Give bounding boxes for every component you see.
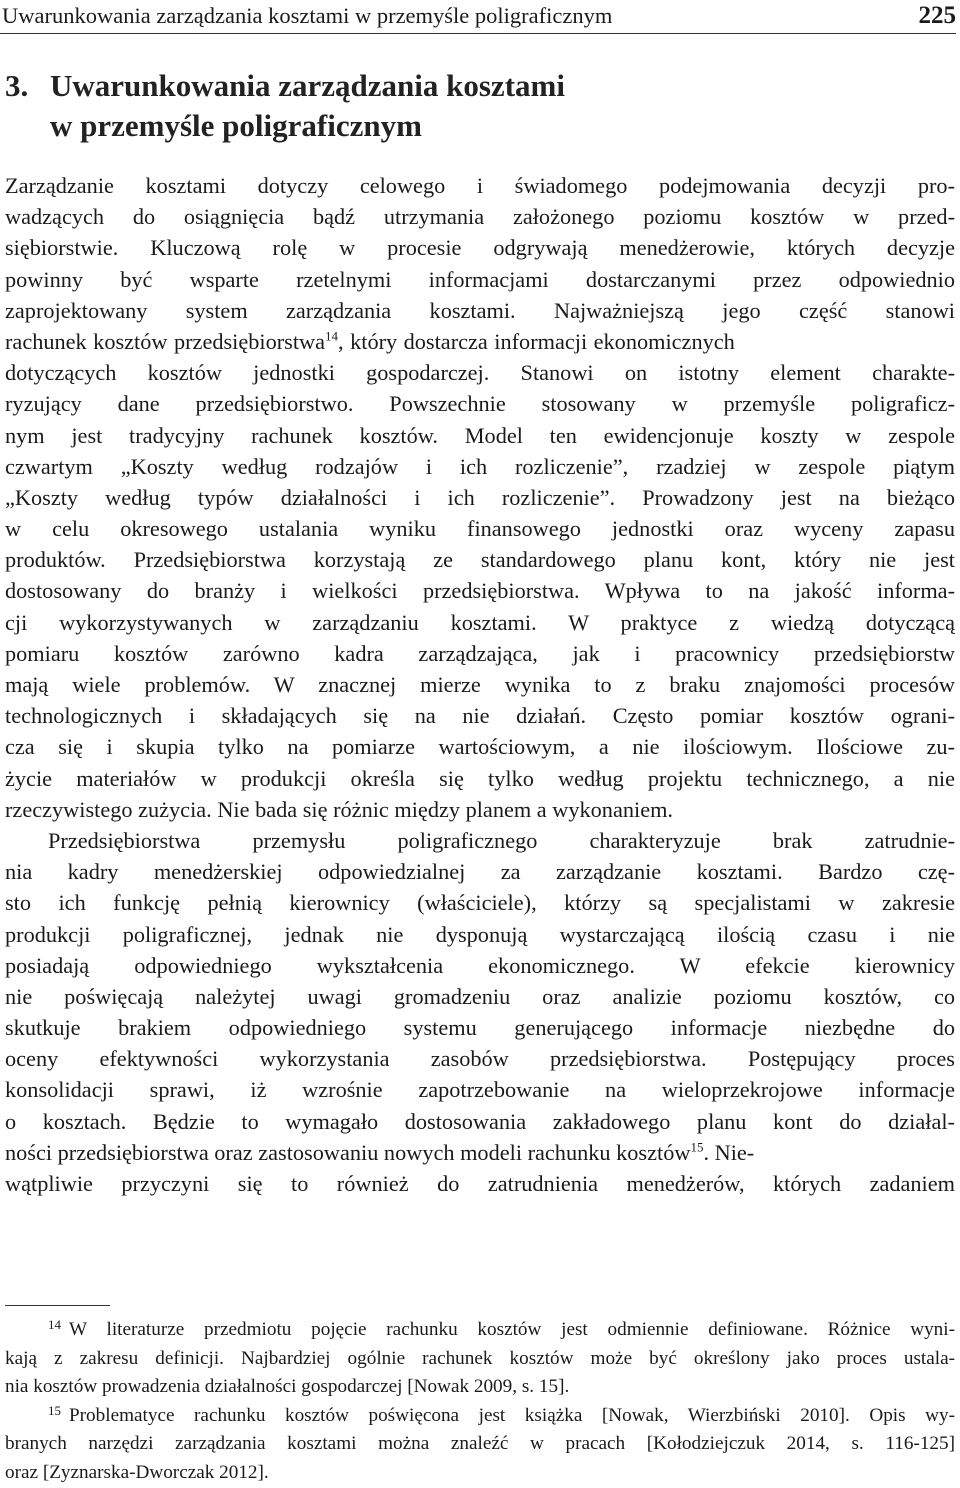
body-line: zaprojektowany system zarządzania kosztami. Najważniejszą jego część stanowi	[5, 297, 955, 323]
body-line: technologicznych i składających się na nie działań. Często pomiar kosztów ograni-	[5, 703, 955, 729]
body-line: rzeczywistego zużycia. Nie bada się różnic między planem a wykonaniem.	[5, 796, 674, 822]
body-line: wątpliwie przyczyni się to również do zatrudnienia menedżerów, których zadaniem	[5, 1171, 955, 1196]
running-header	[2, 0, 956, 32]
body-text	[5, 170, 955, 1199]
footnote-line: 15 Problematyce rachunku kosztów poświęcona jest książka [Nowak, Wierzbiński 2010]. Opis wy-	[48, 1402, 955, 1426]
footnote-line: 14 W literaturze przedmiotu pojęcie rachunku kosztów jest odmiennie definiowane. Różnice wyni-	[48, 1317, 955, 1340]
body-line: „Koszty według typów działalności i ich rozliczenie”. Prowadzony jest na bieżąco	[5, 484, 955, 510]
body-line-part: . Nie-	[703, 1139, 755, 1165]
footnote-reference: 15	[690, 1139, 704, 1155]
body-line: produkcji poligraficznej, jednak nie dysponują wystarczającą ilością czasu i nie	[5, 921, 955, 947]
body-line: nie poświęcają należytej uwagi gromadzeniu oraz analizie poziomu kosztów, co	[5, 983, 955, 1009]
footnote-text: W literaturze przedmiotu pojęcie rachunku kosztów jest odmiennie definiowane. Różnice wyni-	[69, 1319, 955, 1340]
body-line: oceny efektywności wykorzystania zasobów przedsiębiorstwa. Postępujący proces	[5, 1046, 955, 1072]
body-line: nym jest tradycyjny rachunek kosztów. Model ten ewidencjonuje koszty w zespole	[5, 422, 955, 448]
body-line: dotyczących kosztów jednostki gospodarczej. Stanowi on istotny element charakte-	[5, 360, 955, 386]
body-line: produktów. Przedsiębiorstwa korzystają ze standardowego planu kont, który nie jest	[5, 547, 955, 573]
body-line: dostosowany do branży i wielkości przedsiębiorstwa. Wpływa to na jakość informa-	[5, 578, 955, 604]
footnote-line: nia kosztów prowadzenia działalności gospodarczej [Nowak 2009, s. 15].	[5, 1376, 570, 1398]
footnote-text: Problematyce rachunku kosztów poświęcona jest książka [Nowak, Wierzbiński 2010]. Opis wy-	[69, 1404, 955, 1426]
body-line: skutkuje brakiem odpowiedniego systemu generującego informacje niezbędne do	[5, 1015, 955, 1041]
section-number: 3.	[5, 68, 29, 103]
body-line: siębiorstwie. Kluczową rolę w procesie odgrywają menedżerowie, których decyzje	[5, 235, 955, 261]
body-line: Przedsiębiorstwa przemysłu poligraficznego charakteryzuje brak zatrudnie-	[48, 827, 955, 853]
body-line: wadzących do osiągnięcia bądź utrzymania założonego poziomu kosztów w przed-	[5, 204, 955, 230]
footnote-line: kają z zakresu definicji. Najbardziej ogólnie rachunek kosztów może być określony jako proces ustala-	[5, 1347, 955, 1369]
body-line: mają wiele problemów. W znacznej mierze wynika to z braku znajomości procesów	[5, 672, 955, 697]
body-line: sto ich funkcję pełnią kierownicy (właściciele), którzy są specjalistami w zakresie	[5, 890, 955, 916]
body-line-part: rachunek kosztów przedsiębiorstwa	[5, 328, 326, 354]
body-line: posiadają odpowiedniego wykształcenia ekonomicznego. W efekcie kierownicy	[5, 952, 955, 978]
header-rule	[0, 33, 956, 34]
body-line: o kosztach. Będzie to wymagało dostosowania zakładowego planu kont do działal-	[5, 1108, 955, 1134]
body-line: konsolidacji sprawi, iż wzrośnie zapotrzebowanie na wieloprzekrojowe informacje	[5, 1077, 955, 1103]
body-line	[5, 326, 955, 357]
body-line-part: ności przedsiębiorstwa oraz zastosowaniu nowych modeli rachunku kosztów	[5, 1139, 691, 1165]
body-line: nia kadry menedżerskiej odpowiedzialnej za zarządzanie kosztami. Bardzo czę-	[5, 859, 955, 885]
section-title-line: Uwarunkowania zarządzania kosztami	[50, 68, 565, 103]
body-line: powinny być wsparte rzetelnymi informacjami dostarczanymi przez odpowiednio	[5, 266, 955, 292]
body-line: w celu okresowego ustalania wyniku finansowego jednostki oraz wyceny zapasu	[5, 516, 955, 542]
body-line: życie materiałów w produkcji określa się tylko według projektu technicznego, a nie	[5, 765, 955, 791]
body-line: czwartym „Koszty według rodzajów i ich rozliczenie”, rzadziej w zespole piątym	[5, 453, 955, 479]
footnote-line: oraz [Zyznarska-Dworczak 2012].	[5, 1461, 269, 1483]
body-line	[5, 1137, 955, 1168]
footnote-reference: 14	[325, 328, 339, 344]
footnotes	[5, 1316, 955, 1488]
section-title-line: w przemyśle poligraficznym	[50, 108, 422, 143]
footnote-rule	[5, 1305, 110, 1306]
body-line: Zarządzanie kosztami dotyczy celowego i świadomego podejmowania decyzji pro-	[5, 173, 955, 198]
body-line: ryzujący dane przedsiębiorstwo. Powszechnie stosowany w przemyśle poligraficz-	[5, 391, 955, 417]
page-number: 225	[918, 2, 956, 29]
footnote-line: branych narzędzi zarządzania kosztami można znaleźć w pracach [Kołodziejczuk 2014, s. 116-125]	[5, 1433, 955, 1455]
body-line-part: , który dostarcza informacji ekonomicznych	[338, 328, 735, 354]
running-title: Uwarunkowania zarządzania kosztami w przemyśle poligraficznym	[2, 3, 613, 28]
body-line: pomiaru kosztów zarówno kadra zarządzająca, jak i pracownicy przedsiębiorstw	[5, 640, 955, 666]
body-line: cza się i skupia tylko na pomiarze wartościowym, a nie ilościowym. Ilościowe zu-	[5, 734, 955, 760]
body-line: cji wykorzystywanych w zarządzaniu kosztami. W praktyce z wiedzą dotyczącą	[5, 609, 955, 635]
